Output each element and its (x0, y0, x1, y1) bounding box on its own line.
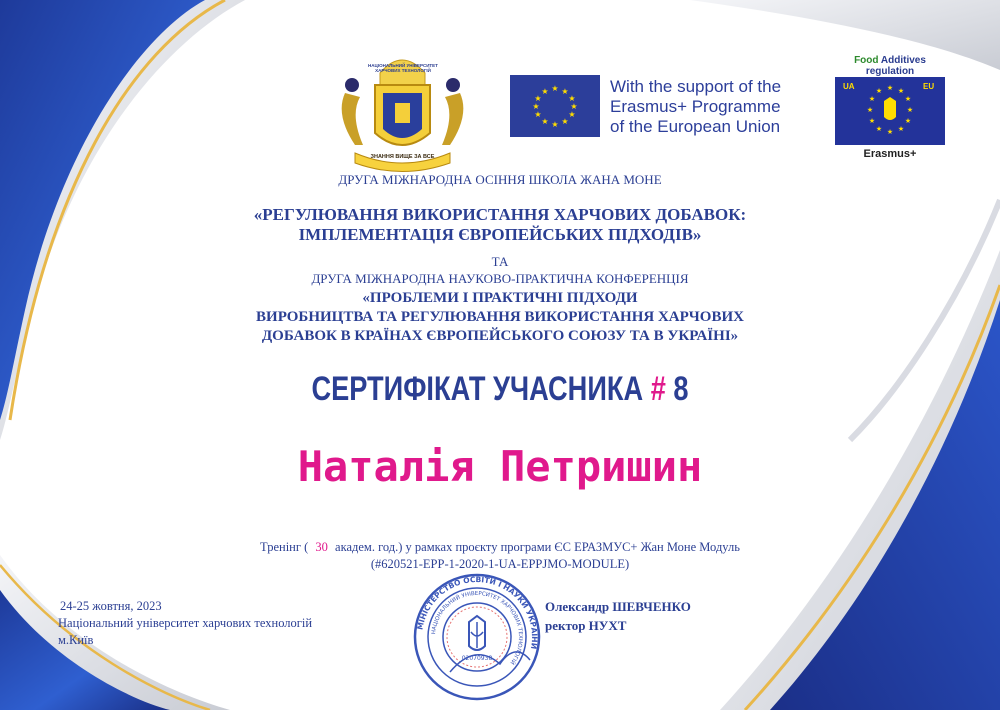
event-dates: 24-25 жовтня, 2023 (60, 599, 162, 613)
food-additives-logo (835, 55, 945, 165)
fa-additives-text: Additives (880, 55, 926, 66)
recipient-name: Наталія Петришин (297, 442, 703, 491)
training-hours: 30 (315, 540, 328, 554)
fa-food-text: Food (854, 55, 881, 66)
university-coat-of-arms (325, 45, 480, 175)
svg-text:★: ★ (875, 87, 883, 95)
and-text: ТА (491, 254, 509, 269)
school-title: ДРУГА МІЖНАРОДНА ОСІННЯ ШКОЛА ЖАНА МОНЕ (338, 172, 662, 187)
stamp-outer-text: МІНІСТЕРСТВО ОСВІТИ І НАУКИ УКРАЇНИ (415, 574, 540, 650)
project-code: (#620521-EPP-1-2020-1-UA-EPPJMO-MODULE) (370, 557, 630, 571)
svg-text:★: ★ (570, 102, 578, 111)
fa-ua-label: UA (843, 82, 855, 91)
svg-text:★: ★ (551, 120, 559, 129)
svg-text:★: ★ (568, 110, 576, 119)
svg-text:★: ★ (897, 87, 905, 95)
school-topic (0, 205, 1000, 245)
eu-support-line3: of the European Union (610, 117, 781, 136)
training-line (0, 540, 1000, 555)
svg-text:★: ★ (897, 125, 905, 133)
fa-regulation-text: regulation (865, 66, 915, 77)
coat-of-arms-ribbon-text: НАЦІОНАЛЬНИЙ УНІВЕРСИТЕТ ХАРЧОВИХ ТЕХНОЛОГІЙ (368, 63, 438, 73)
fa-erasmus-label: Erasmus+ (863, 148, 917, 160)
footer-city: м.Київ (58, 633, 94, 647)
eu-support-line1: With the support of the (610, 77, 782, 96)
svg-text:★: ★ (561, 87, 569, 96)
school-topic-line2: ІМПЛЕМЕНТАЦІЯ ЄВРОПЕЙСЬКИХ ПІДХОДІВ» (298, 225, 702, 244)
certificate-heading (100, 370, 900, 409)
training-suffix: академ. год.) у рамках проєкту програми ЄС ЕРАЗМУС+ Жан Моне Модуль (335, 540, 740, 554)
svg-text:★: ★ (886, 128, 894, 136)
coat-of-arms-motto: ЗНАННЯ ВИЩЕ ЗА ВСЕ (370, 154, 435, 160)
certificate-number: 8 (673, 370, 689, 408)
svg-text:★: ★ (534, 94, 542, 103)
footer-university: Національний університет харчових технологій (58, 616, 313, 630)
eu-support-text (610, 77, 781, 137)
conference-topic-line2: ВИРОБНИЦТВА ТА РЕГУЛЮВАННЯ ВИКОРИСТАННЯ ХАРЧОВИХ (256, 309, 744, 325)
stamp-code: 02070938 (461, 655, 493, 662)
svg-text:★: ★ (532, 102, 540, 111)
svg-text:★: ★ (561, 117, 569, 126)
svg-text:★: ★ (904, 117, 912, 125)
svg-text:★: ★ (541, 87, 549, 96)
signer-block (545, 597, 691, 635)
signer-title: ректор НУХТ (545, 618, 627, 633)
official-stamp (405, 572, 550, 702)
footer-info (58, 598, 312, 649)
svg-text:★: ★ (866, 106, 874, 114)
svg-text:★: ★ (541, 117, 549, 126)
conference-title: ДРУГА МІЖНАРОДНА НАУКОВО-ПРАКТИЧНА КОНФЕРЕНЦІЯ (311, 271, 689, 286)
svg-text:★: ★ (551, 84, 559, 93)
svg-text:★: ★ (906, 106, 914, 114)
eu-flag-icon (510, 75, 600, 137)
signer-name: Олександр ШЕВЧЕНКО (545, 599, 691, 614)
eu-support-line2: Erasmus+ Programme (610, 97, 781, 116)
certificate-hash: # (650, 370, 666, 408)
svg-text:★: ★ (534, 110, 542, 119)
fa-eu-label: EU (923, 82, 935, 91)
training-prefix: Тренінг ( (260, 540, 309, 554)
conference-topic (0, 289, 1000, 346)
svg-text:★: ★ (886, 84, 894, 92)
certificate-title: СЕРТИФІКАТ УЧАСНИКА (311, 370, 644, 408)
stamp-inner-text: НАЦІОНАЛЬНИЙ УНІВЕРСИТЕТ ХАРЧОВИХ ТЕХНОЛОГІЙ (431, 590, 524, 666)
school-topic-line1: «РЕГУЛЮВАННЯ ВИКОРИСТАННЯ ХАРЧОВИХ ДОБАВОК: (253, 205, 747, 224)
conference-topic-line3: ДОБАВОК В КРАЇНАХ ЄВРОПЕЙСЬКОГО СОЮЗУ ТА В УКРАЇНІ» (261, 328, 739, 344)
svg-text:★: ★ (568, 94, 576, 103)
svg-text:★: ★ (875, 125, 883, 133)
svg-text:★: ★ (868, 117, 876, 125)
svg-text:★: ★ (868, 95, 876, 103)
conference-topic-line1: «ПРОБЛЕМИ І ПРАКТИЧНІ ПІДХОДИ (362, 290, 638, 306)
svg-text:★: ★ (904, 95, 912, 103)
